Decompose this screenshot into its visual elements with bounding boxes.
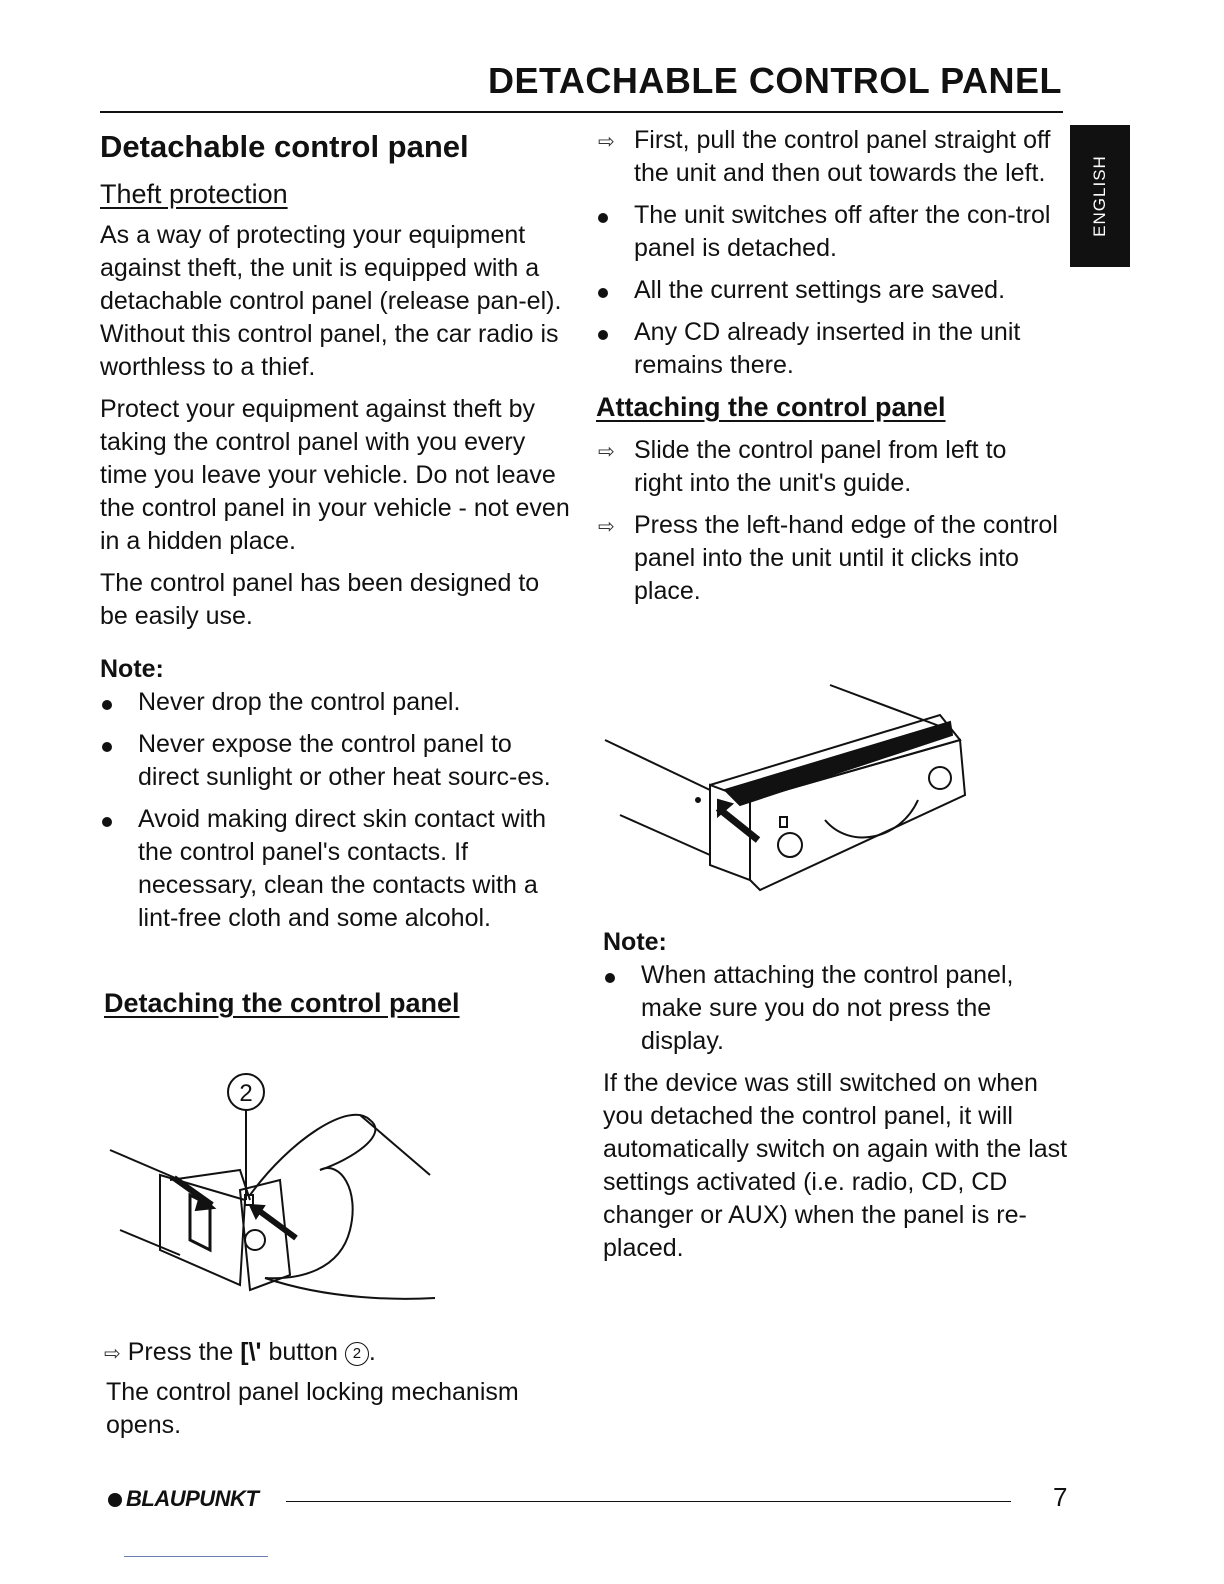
attaching-heading: Attaching the control panel <box>596 392 946 422</box>
bullet-icon <box>605 973 615 983</box>
note-list <box>100 686 570 935</box>
language-tab-label: ENGLISH <box>1090 155 1109 237</box>
callout-number: 2 <box>239 1080 253 1107</box>
instruction-step: ⇨ Slide the control panel from left to right into the unit's guide. <box>598 436 1007 497</box>
attach-illustration <box>600 680 970 895</box>
bullet-icon <box>598 330 608 340</box>
bullet-icon <box>102 742 112 752</box>
language-tab <box>1070 125 1130 267</box>
press-step: ⇨ Press the [\' button 2 . <box>104 1338 376 1366</box>
opens-text: The control panel locking mechanism opens. <box>106 1378 519 1439</box>
arrow-icon: ⇨ <box>598 441 615 463</box>
paragraph-3: The control panel has been designed to be easily use. <box>100 569 540 630</box>
callout-badge: 2 <box>345 1342 369 1366</box>
right-column <box>596 124 1058 617</box>
instruction-step: ⇨ First, pull the control panel straight off the unit and then out towards the left. <box>598 126 1051 187</box>
list-item: Never drop the control panel. <box>100 686 570 719</box>
left-column <box>100 128 570 944</box>
detaching-heading: Detaching the control panel <box>104 988 460 1018</box>
right-lower-column <box>603 926 1068 1274</box>
paragraph-1: As a way of protecting your equipment against theft, the unit is equipped with a detachable control panel (release pan-el). Without this control panel, the car radio is worthless to a thief. <box>100 221 562 381</box>
bullet-icon <box>598 288 608 298</box>
detach-illustration <box>100 1060 450 1310</box>
release-button-glyph: [\' <box>240 1338 262 1366</box>
logo-dot-icon <box>108 1493 122 1507</box>
arrow-icon: ⇨ <box>104 1343 121 1365</box>
paragraph-2: Protect your equipment against theft by taking the control panel with you every time you leave your vehicle. Do not leave the control panel in your vehicle - not even in a hidden place. <box>100 395 570 555</box>
bullet-icon <box>102 817 112 827</box>
brand-logo: BLAUPUNKT <box>108 1486 258 1512</box>
list-item: The unit switches off after the con-trol panel is detached. <box>596 199 1058 265</box>
note-label: Note: <box>603 928 667 956</box>
bottom-rule <box>124 1556 268 1557</box>
bullet-icon <box>598 213 608 223</box>
list-item: Never expose the control panel to direct sunlight or other heat sourc-es. <box>100 728 570 794</box>
arrow-icon: ⇨ <box>598 131 615 153</box>
closing-paragraph: If the device was still switched on when you detached the control panel, it will automatically switch on again with the last settings activated (i.e. radio, CD, CD changer or AUX) when the panel is re-placed. <box>603 1069 1068 1262</box>
list-item: When attaching the control panel, make sure you do not press the display. <box>603 959 1068 1058</box>
list-item: All the current settings are saved. <box>596 274 1058 307</box>
list-item: Any CD already inserted in the unit remains there. <box>596 316 1058 382</box>
page-title: DETACHABLE CONTROL PANEL <box>488 60 1062 101</box>
instruction-step: ⇨ Press the left-hand edge of the control panel into the unit until it clicks into place. <box>598 511 1058 605</box>
section-heading: Detachable control panel <box>100 129 469 164</box>
list-item: Avoid making direct skin contact with the control panel's contacts. If necessary, clean the contacts with a lint-free cloth and some alcohol. <box>100 803 570 935</box>
theft-protection-heading: Theft protection <box>100 179 288 209</box>
bullet-icon <box>102 700 112 710</box>
page-number: 7 <box>1053 1482 1068 1512</box>
header-divider <box>100 111 1063 113</box>
footer-divider <box>286 1501 1011 1502</box>
note-label: Note: <box>100 655 164 683</box>
arrow-icon: ⇨ <box>598 516 615 538</box>
